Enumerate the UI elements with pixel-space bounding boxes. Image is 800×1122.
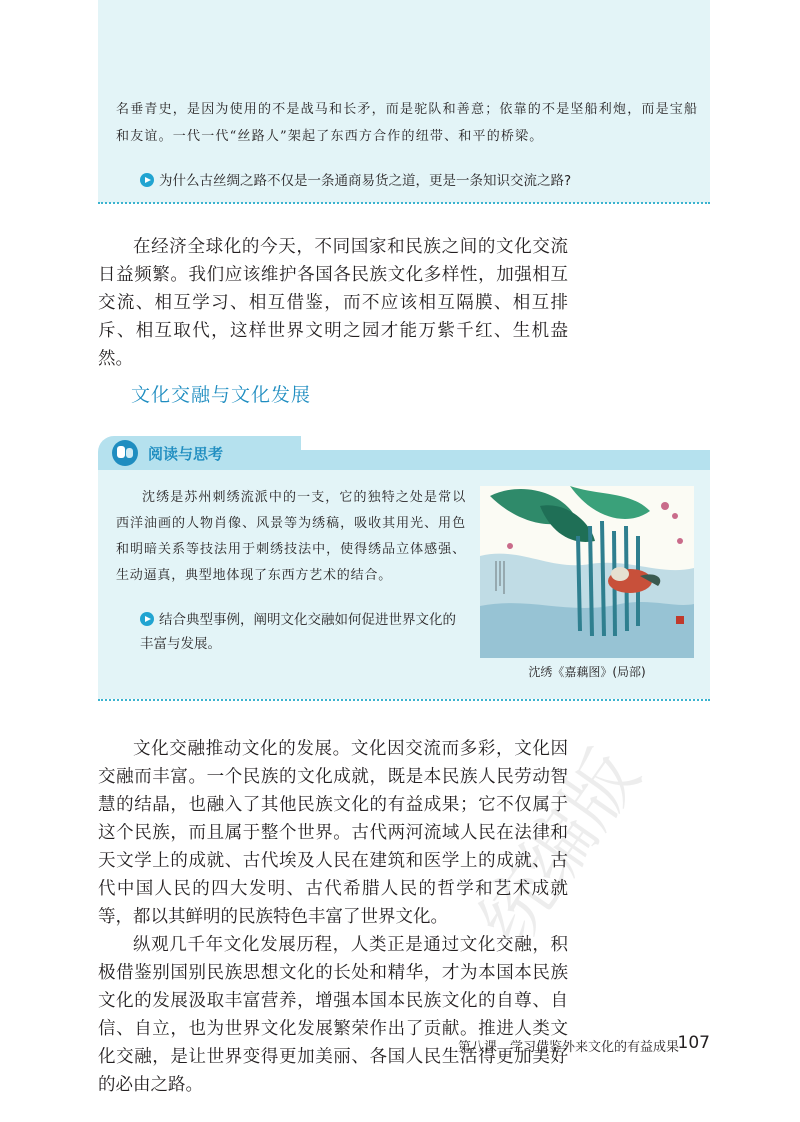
- reading-box-text: [116, 485, 466, 589]
- embroidery-illustration: [480, 486, 694, 658]
- section-title: 文化交融与文化发展: [131, 384, 312, 406]
- footer-chapter: 第八课 学习借鉴外来文化的有益成果: [458, 1040, 680, 1055]
- play-triangle-icon: [140, 612, 154, 626]
- reading-box-paragraph: 沈绣是苏州刺绣流派中的一支，它的独特之处是常以西洋油画的人物肖像、风景等为绣稿，吸收其用光、用色和明暗关系等技法用于刺绣技法中，使得绣品立体感强、生动逼真，典型地体现了东西方艺术的结合。: [116, 490, 466, 583]
- top-box-text: 名垂青史，是因为使用的不是战马和长矛，而是驼队和善意；依靠的不是坚船利炮，而是宝船和友谊。一代一代“丝路人”架起了东西方合作的纽带、和平的桥梁。: [116, 102, 699, 144]
- dotted-divider: [98, 699, 710, 701]
- header-strip: [268, 450, 710, 470]
- watermark: 统编版: [462, 734, 656, 961]
- intro-paragraph: [98, 233, 568, 373]
- reading-icon: [112, 440, 138, 466]
- top-box-question: [140, 169, 571, 193]
- reading-box-label: 阅读与思考: [148, 445, 224, 463]
- intro-paragraph-text: 在经济全球化的今天，不同国家和民族之间的文化交流日益频繁。我们应该维护各国各民族文化多样性，加强相互交流、相互学习、相互借鉴，而不应该相互隔膜、相互排斥、相互取代，这样世界文明之园才能万紫千红、生机盎然。: [98, 237, 568, 369]
- play-triangle-icon: [140, 173, 154, 187]
- reading-box-question: [140, 608, 465, 656]
- image-caption: 沈绣《嘉藕图》(局部): [528, 665, 646, 679]
- dotted-divider: [98, 202, 710, 204]
- page-footer: [458, 1033, 710, 1055]
- reading-box-question-text: 结合典型事例，阐明文化交融如何促进世界文化的丰富与发展。: [140, 612, 456, 652]
- embroidery-image: [480, 486, 694, 658]
- page-number: 107: [677, 1033, 710, 1053]
- reading-box-header: [98, 436, 710, 470]
- top-box-question-text: 为什么古丝绸之路不仅是一条通商易货之道，更是一条知识交流之路?: [159, 173, 572, 189]
- body-paragraph-1: 文化交融推动文化的发展。文化因交流而多彩，文化因交融而丰富。一个民族的文化成就，既是本民族人民劳动智慧的结晶，也融入了其他民族文化的有益成果；它不仅属于这个民族，而且属于整个世界。古代两河流域人民在法律和天文学上的成就、古代埃及人民在建筑和医学上的成就、古代中国人民的四大发明、古代希腊人民的哲学和艺术成就等，都以其鲜明的民族特色丰富了世界文化。: [98, 739, 568, 927]
- body-paragraph-2: 纵观几千年文化发展历程，人类正是通过文化交融，积极借鉴别国别民族思想文化的长处和精华，才为本国本民族文化的发展汲取丰富营养，增强本国本民族文化的自尊、自信、自立，也为世界文化发展繁荣作出了贡献。推进人类文化交融，是让世界变得更加美丽、各国人民生活得更加美好的必由之路。: [98, 935, 568, 1095]
